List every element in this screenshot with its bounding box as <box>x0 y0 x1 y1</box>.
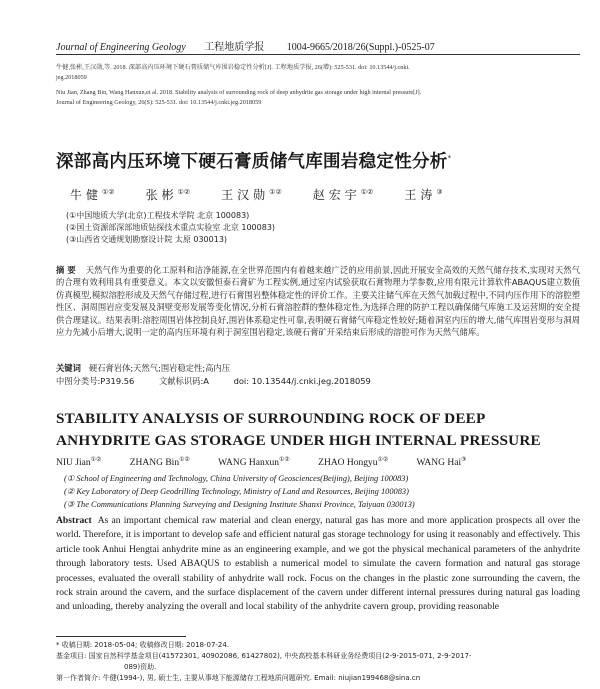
affiliation-en: (② Key Laboratory of Deep Geodrilling Technology, Ministry of Land and Resources, Beijing 100083) <box>64 487 409 496</box>
keywords-cn <box>56 362 230 374</box>
author-cn: 赵宏宇①② <box>312 188 374 202</box>
title-en: STABILITY ANALYSIS OF SURROUNDING ROCK OF DEEP ANHYDRITE GAS STORAGE UNDER HIGH INTERNAL PRESSURE <box>56 410 541 449</box>
issn-info: 1004-9665/2018/26(Suppl.)-0525-07 <box>286 42 435 53</box>
title-cn-mark: * <box>447 154 452 163</box>
footnote-funding: 基金项目: 国家自然科学基金项目(41572301, 40902086, 61427802), 中央高校基本科研业务经费项目(2-9-2015-071, 2-9-2017- <box>56 652 472 660</box>
citation-cn-line: jeg.2018059 <box>56 74 87 81</box>
author-en: WANG Hanxun①② <box>218 457 290 469</box>
journal-header <box>56 38 576 53</box>
title-cn-text: 深部高内压环境下硬石膏质储气库围岩稳定性分析 <box>56 152 448 172</box>
affiliation-cn: (③山西省交通规划勘察设计院 太原 030013) <box>66 235 228 244</box>
footnote-author: 第一作者简介: 牛健(1994-), 男, 硕士生, 主要从事地下能源储存工程地质问题研究. Email: niujian199468@sina.cn <box>56 674 421 682</box>
affiliations-cn <box>56 210 576 246</box>
keywords-cn-text: 硬石膏岩体;天然气;围岩稳定性;高内压 <box>88 363 231 373</box>
affiliations-en <box>56 472 580 511</box>
author-en: ZHAO Hongyu①② <box>318 457 389 469</box>
header-divider <box>56 54 580 55</box>
footnote-received: * 收稿日期: 2018-05-04; 收稿修改日期: 2018-07-24. <box>56 641 230 649</box>
abstract-en-label: Abstract <box>56 515 92 526</box>
abstract-en <box>56 514 580 615</box>
footnotes <box>56 640 580 684</box>
authors-cn <box>70 186 580 203</box>
author-cn: 张彬①② <box>145 188 191 202</box>
author-cn: 王涛③ <box>404 188 443 202</box>
citation-cn <box>56 63 580 83</box>
abstract-cn-text: 天然气作为重要的化工原料和洁净能源,在全世界范围内有着越来越广泛的应用前景,因此开展安全高效的天然气储存技术,实现对天然气的合理有效利用具有重要意义。本文以安徽恒泰石膏矿为工程实例,通过室内试验获取石膏物理力学参数,应用有限元计算软件ABAQUS建立数值仿真模型,模拟溶腔形成及天然气存储过程,进行石膏围岩整体稳定性的评价工作。主要关注储气库在天然气加载过程中,不同内压作用下的溶腔塑性区、洞周围岩应变发展及洞壁变形发展等变化情况,分析石膏溶腔群的整体稳定性,为选择合理的防护工程以确保储气库施工及运营期的安全提供合理建议。结果表明:溶腔周围岩体控制良好,围岩体系稳定性可靠,表明硬石膏储气库稳定性较好;随着洞室内压的增大,储气库围岩变形与洞周应力先减小后增大,说明一定的高内压环境有利于洞室围岩稳定,该硬石膏矿开采结束后形成的溶腔可作为天然气储库。 <box>56 265 581 338</box>
citation-cn-line: 牛健,张彬,王汉勋,等. 2018. 深部高内压环境下硬石膏质储气库围岩稳定性分析[J]. 工程地质学报, 26(增): 525-531. doi: 10.13544/j.cnki. <box>56 64 410 71</box>
footnote-funding-cont: 089)资助. <box>124 663 157 671</box>
journal-name-cn: 工程地质学报 <box>204 42 265 53</box>
citation-en-line: Niu Jian, Zhang Bin, Wang Hanxun,et al. 2018. Stability analysis of surrounding rock of deep anhydrite gas storage under high internal pressure[J]. <box>56 89 422 96</box>
journal-name-en: Journal of Engineering Geology <box>56 42 186 53</box>
abstract-cn <box>56 264 580 338</box>
doi: doi: 10.13544/j.cnki.jeg.2018059 <box>233 376 371 386</box>
keywords-cn-label: 关键词 <box>56 363 81 373</box>
clc-number: 中图分类号:P319.56 <box>56 376 135 386</box>
affiliation-en: (③ The Communications Planning Surveying and Designing Institute Shanxi Province, Taiyuan 030013) <box>64 500 415 509</box>
classification-cn <box>56 375 580 387</box>
author-en: ZHANG Bin①② <box>129 457 190 469</box>
author-cn: 牛健①② <box>70 188 115 202</box>
citation-en <box>56 88 580 108</box>
document-code: 文献标识码:A <box>158 376 209 386</box>
affiliation-cn: (②国土资源部深部地质钻探技术重点实验室 北京 100083) <box>66 223 276 232</box>
citation-en-line: Journal of Engineering Geology, 26(S): 525-531. doi: 10.13544/j.cnki.jeg.2018059 <box>56 99 262 106</box>
affiliation-cn: (①中国地质大学(北京)工程技术学院 北京 100083) <box>66 211 250 220</box>
abstract-cn-label: 摘 要 <box>56 265 76 275</box>
author-en: WANG Hai③ <box>416 457 467 469</box>
authors-en <box>56 456 580 468</box>
abstract-en-text: As an important chemical raw material and clean energy, natural gas has more and more application prospects all over the world. Therefore, it is important to develop safe and efficient natural gas storage technology for using it reasonably and effectively. This article took Anhui Hengtai anhydrite mine as an engineering example, and we got the physical mechanical parameters of the anhydrite through laboratory tests. Used ABAQUS to establish a numerical model to simulate the cavern formation and natural gas storage processes, evaluated the overall stability of anhydrite wall rock. Focus on the changes in the plastic zone surrounding the cavern, the rock strain around the cavern, and the surface displacement of the cavern under different internal pressures during natural gas loading and unloading, thereby analyzing the overall and local stability of the anhydrite cavern group, providing reasonable <box>56 515 580 613</box>
author-cn: 王汉勋①② <box>221 188 282 202</box>
footnote-divider <box>56 636 186 637</box>
affiliation-en: (① School of Engineering and Technology, China University of Geosciences(Beijing), Beijing 100083) <box>64 474 409 483</box>
author-en: NIU Jian①② <box>56 457 102 469</box>
title-cn <box>56 148 580 173</box>
